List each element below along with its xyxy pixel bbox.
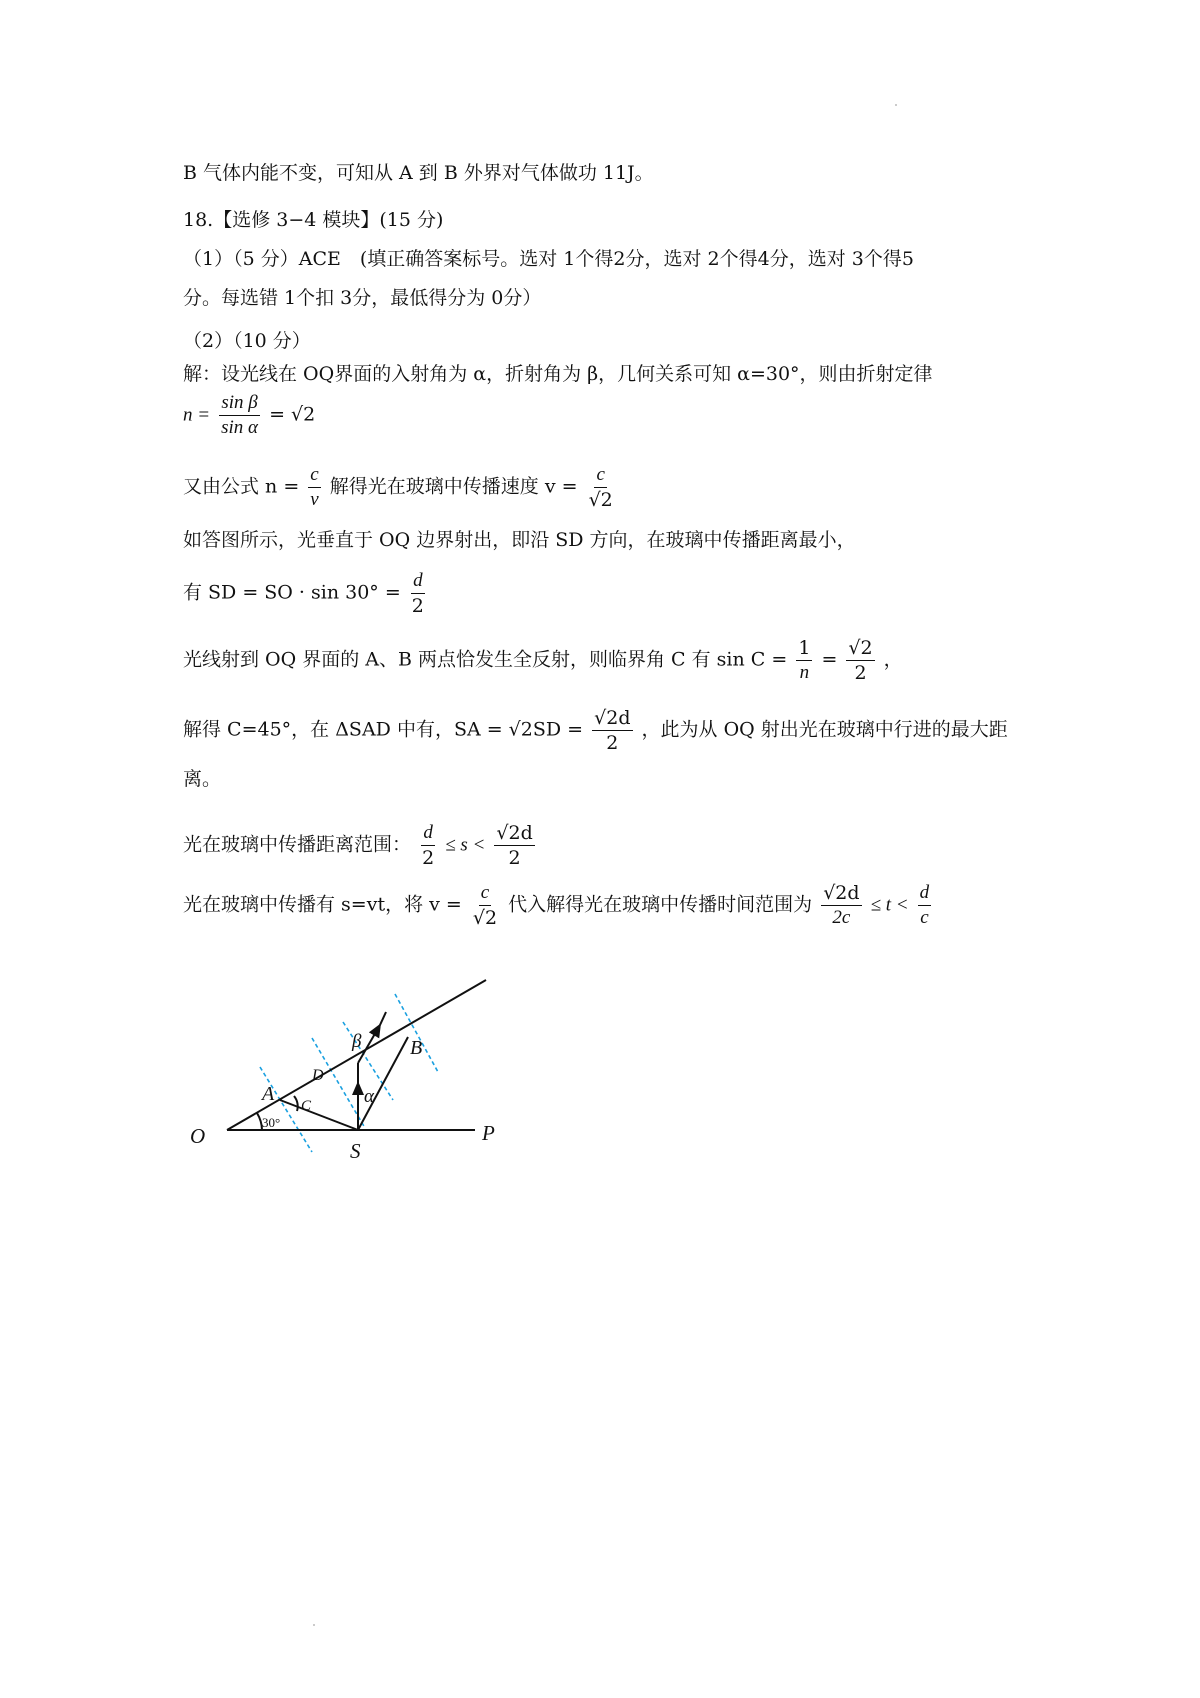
fraction: $\frac{√2d}{2}$ — [496, 822, 533, 869]
formula-refraction: n = $\frac{\text{sin β}}{\text{sin α}}$ = √2 — [183, 392, 316, 438]
formula-distance-range: 光在玻璃中传播距离范围： $\frac{d}{2}$ ≤ s < $\frac{√2d}{2}$ — [183, 822, 533, 869]
label-c: C — [301, 1098, 312, 1114]
fraction: $\frac{c}{v}$ — [310, 464, 319, 510]
text-line: 离。 — [183, 768, 222, 790]
fraction: $\frac{√2d}{2}$ — [594, 707, 631, 754]
formula-sd: 有 SD = SO · sin 30° = $\frac{d}{2}$ — [183, 570, 424, 617]
text-line: （2）（10 分） — [183, 330, 311, 352]
label-p: P — [482, 1121, 495, 1145]
dashed-normals — [260, 994, 438, 1152]
fraction: $\frac{c}{√2}$ — [472, 882, 498, 929]
label-s: S — [350, 1139, 361, 1163]
formula-speed: 又由公式 n = $\frac{c}{v}$ 解得光在玻璃中传播速度 v = $\frac{c}{√2}$ — [183, 464, 613, 511]
text-line: B 气体内能不变，可知从 A 到 B 外界对气体做功 11J。 — [183, 162, 654, 184]
label-alpha: α — [364, 1086, 374, 1107]
fraction: $\frac{√2}{2}$ — [848, 637, 873, 684]
text-line: 如答图所示，光垂直于 OQ 边界射出，即沿 SD 方向，在玻璃中传播距离最小， — [183, 529, 856, 551]
angle-arc-c — [294, 1096, 298, 1111]
fraction: $\frac{d}{c}$ — [919, 882, 930, 928]
formula-critical-angle: 光线射到 OQ 界面的 A、B 两点恰发生全反射，则临界角 C 有 sin C = $\frac{1}{n}$ = $\frac{√2}{2}$ ， — [183, 637, 903, 684]
label-d: D — [312, 1067, 324, 1084]
fraction: $\frac{√2d}{2c}$ — [823, 882, 860, 928]
label-b: B — [410, 1037, 423, 1059]
geometry-figure — [190, 970, 520, 1170]
fraction: $\frac{c}{√2}$ — [588, 464, 613, 511]
label-beta: β — [352, 1031, 362, 1052]
formula-sa: 解得 C=45°，在 ΔSAD 中有，SA = √2SD = $\frac{√2d}{2}$ ，此为从 OQ 射出光在玻璃中行进的最大距 — [183, 707, 1008, 754]
formula-time-range: 光在玻璃中传播有 s=vt，将 v = $\frac{c}{√2}$ 代入解得光在玻璃中传播时间范围为 $\frac{√2d}{2c}$ ≤ t < $\frac{d}{c}$ — [183, 882, 930, 929]
fraction: $\frac{1}{n}$ — [798, 637, 811, 683]
scan-speck — [313, 1624, 315, 1626]
scan-speck — [895, 104, 897, 106]
fraction: $\frac{d}{2}$ — [411, 570, 424, 617]
label-a: A — [262, 1083, 275, 1105]
text-line: 解：设光线在 OQ界面的入射角为 α，折射角为 β，几何关系可知 α=30°，则由折射定律 — [183, 363, 933, 385]
text-line: （1）（5 分）ACE (填正确答案标号。选对 1个得2分，选对 2个得4分，选对 3个得5 — [183, 248, 914, 270]
section-heading: 18.【选修 3−4 模块】(15 分) — [183, 209, 444, 231]
fraction: $\frac{\text{sin β}}{\text{sin α}}$ — [221, 392, 259, 438]
refracted-ray-tail — [380, 1012, 386, 1025]
fraction: $\frac{d}{2}$ — [422, 822, 435, 869]
oq-boundary — [227, 980, 486, 1130]
normal-line-b — [395, 994, 438, 1072]
label-o: O — [190, 1124, 206, 1148]
ray-s-to-a — [280, 1100, 358, 1130]
text-line: 分。每选错 1个扣 3分，最低得分为 0分） — [183, 287, 542, 309]
label-angle-30: 30° — [262, 1115, 281, 1130]
